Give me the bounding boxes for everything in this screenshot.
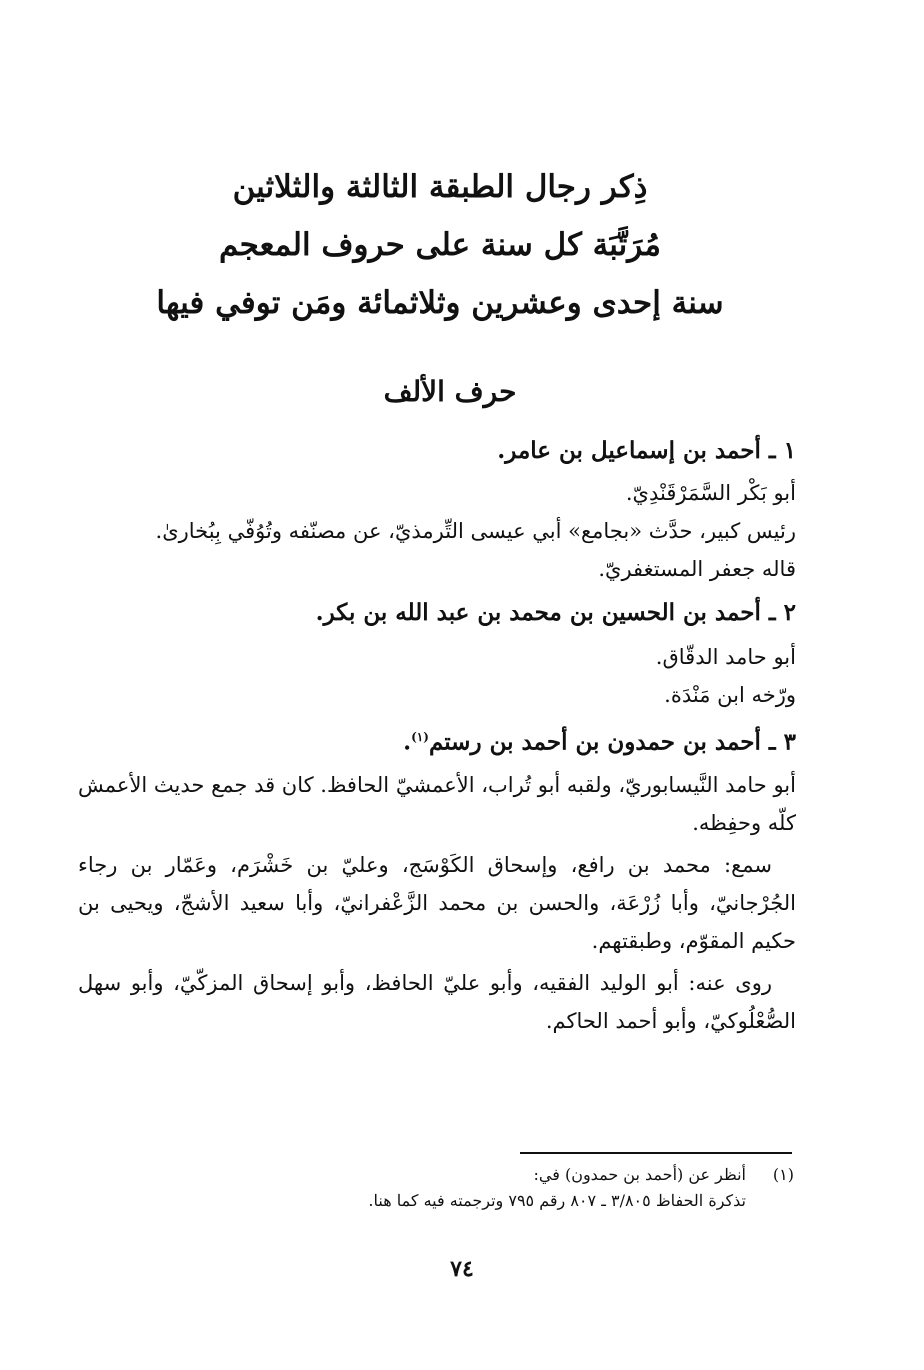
entry-2-title: ٢ ـ أحمد بن الحسين بن محمد بن عبد الله بن بكر. bbox=[315, 599, 796, 626]
entry-2-source: ورّخه ابن مَنْدَة. bbox=[664, 683, 796, 707]
entry-3-title-end: . bbox=[403, 728, 412, 756]
entries-body bbox=[78, 432, 796, 1040]
entry-1-title: ١ ـ أحمد بن إسماعيل بن عامر. bbox=[497, 437, 796, 464]
entry-1-kunya: أبو بَكْر السَّمَرْقَنْدِيّ. bbox=[625, 481, 796, 505]
chapter-heading bbox=[150, 158, 730, 332]
footnote-reference: (١) bbox=[411, 730, 429, 744]
heading-line-1: ذِكر رجال الطبقة الثالثة والثلاثين bbox=[232, 169, 648, 205]
entry-1-source: قاله جعفر المستغفريّ. bbox=[598, 557, 796, 581]
entry-2-kunya: أبو حامد الدقّاق. bbox=[655, 645, 796, 669]
footnote-body bbox=[200, 1162, 746, 1214]
entry-1-description: رئيس كبير، حدَّث «بجامع» أبي عيسى التِّرمذيّ، عن مصنّفه وتُوُفّي بِبُخارىٰ. bbox=[155, 519, 796, 543]
footnote-divider bbox=[520, 1152, 792, 1154]
footnote-1 bbox=[200, 1162, 794, 1214]
footnotes bbox=[200, 1162, 794, 1214]
letter-section-title: حرف الألف bbox=[383, 375, 517, 408]
heading-line-3: سنة إحدى وعشرين وثلاثمائة ومَن توفي فيها bbox=[156, 285, 724, 321]
entry-3-students: روى عنه: أبو الوليد الفقيه، وأبو عليّ الحافظ، وأبو إسحاق المزكّيّ، وأبو سهل الصُّعْلُوكيّ، وأبو أحمد الحاكم. bbox=[78, 970, 796, 1033]
entry-3-title bbox=[78, 718, 796, 762]
page-number: ٧٤ bbox=[450, 1256, 474, 1282]
heading-line-2: مُرَتَّبَة كل سنة على حروف المعجم bbox=[218, 227, 661, 263]
footnote-marker: (١) bbox=[772, 1165, 794, 1184]
footnote-line-2: تذكرة الحفاظ ٣/٨٠٥ ـ ٨٠٧ رقم ٧٩٥ وترجمته فيه كما هنا. bbox=[368, 1191, 746, 1210]
entry-3-title-text: ٣ ـ أحمد بن حمدون بن أحمد بن رستم bbox=[428, 728, 796, 756]
footnote-line-1: أنظر عن (أحمد بن حمدون) في: bbox=[533, 1165, 746, 1184]
entry-3-kunya: أبو حامد النَّيسابوريّ، ولقبه أبو تُراب، الأعمشيّ الحافظ. كان قد جمع حديث الأعمش كلّه وحفِظه. bbox=[78, 772, 796, 835]
entry-3-teachers: سمع: محمد بن رافع، وإسحاق الكَوْسَج، وعليّ بن خَشْرَم، وعَمّار بن رجاء الجُرْجانيّ، وأبا زُرْعَة، والحسن بن محمد الزَّعْفرانيّ، وأبا سعيد الأشجّ، ويحيى بن حكيم المقوّم، وطبقتهم. bbox=[78, 852, 796, 953]
